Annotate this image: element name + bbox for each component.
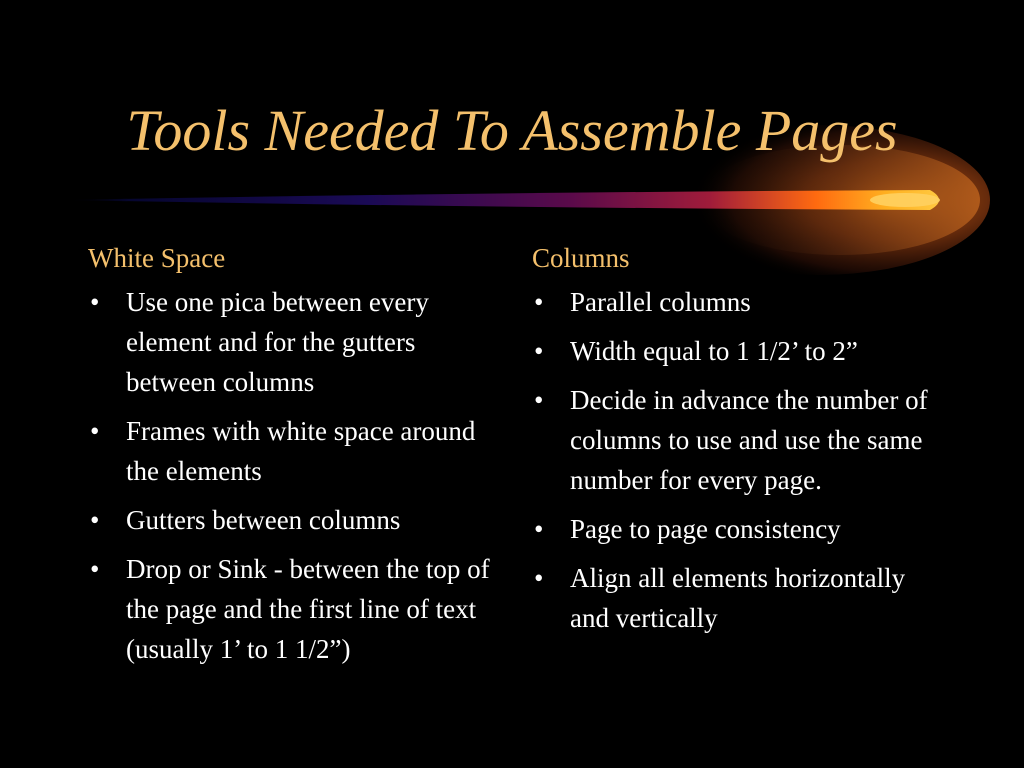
bullet-text: Align all elements horizontally and vertically bbox=[570, 563, 906, 633]
list-item bbox=[88, 282, 498, 402]
bullet-text: Gutters between columns bbox=[126, 505, 401, 535]
columns-heading: Columns bbox=[532, 243, 630, 273]
bullet-icon: • bbox=[534, 563, 544, 593]
slide-title: Tools Needed To Assemble Pages bbox=[126, 98, 898, 163]
bullet-text: Parallel columns bbox=[570, 287, 751, 317]
columns-column bbox=[532, 238, 942, 647]
bullet-icon: • bbox=[534, 514, 544, 544]
white-space-column bbox=[88, 238, 498, 678]
list-item bbox=[532, 331, 942, 371]
bullet-text: Drop or Sink - between the top of the page and the first line of text (usually 1’ to 1 1/2”) bbox=[126, 554, 490, 664]
bullet-icon: • bbox=[534, 287, 544, 317]
white-space-bullet-list bbox=[88, 282, 498, 669]
columns-bullet-list bbox=[532, 282, 942, 638]
list-item bbox=[88, 411, 498, 491]
streak-band bbox=[60, 190, 939, 210]
white-space-heading: White Space bbox=[88, 243, 226, 273]
bullet-text: Use one pica between every element and for the gutters between columns bbox=[126, 287, 429, 397]
bullet-text: Decide in advance the number of columns to use and use the same number for every page. bbox=[570, 385, 928, 495]
list-item bbox=[88, 549, 498, 669]
list-item bbox=[532, 509, 942, 549]
list-item bbox=[88, 500, 498, 540]
bullet-text: Width equal to 1 1/2’ to 2” bbox=[570, 336, 858, 366]
list-item bbox=[532, 282, 942, 322]
bullet-icon: • bbox=[90, 416, 100, 446]
bullet-icon: • bbox=[534, 336, 544, 366]
bullet-icon: • bbox=[90, 505, 100, 535]
list-item bbox=[532, 558, 942, 638]
bullet-icon: • bbox=[90, 287, 100, 317]
bullet-text: Frames with white space around the elements bbox=[126, 416, 476, 486]
bullet-icon: • bbox=[90, 554, 100, 584]
list-item bbox=[532, 380, 942, 500]
bullet-text: Page to page consistency bbox=[570, 514, 841, 544]
bullet-icon: • bbox=[534, 385, 544, 415]
streak-core bbox=[870, 193, 940, 207]
